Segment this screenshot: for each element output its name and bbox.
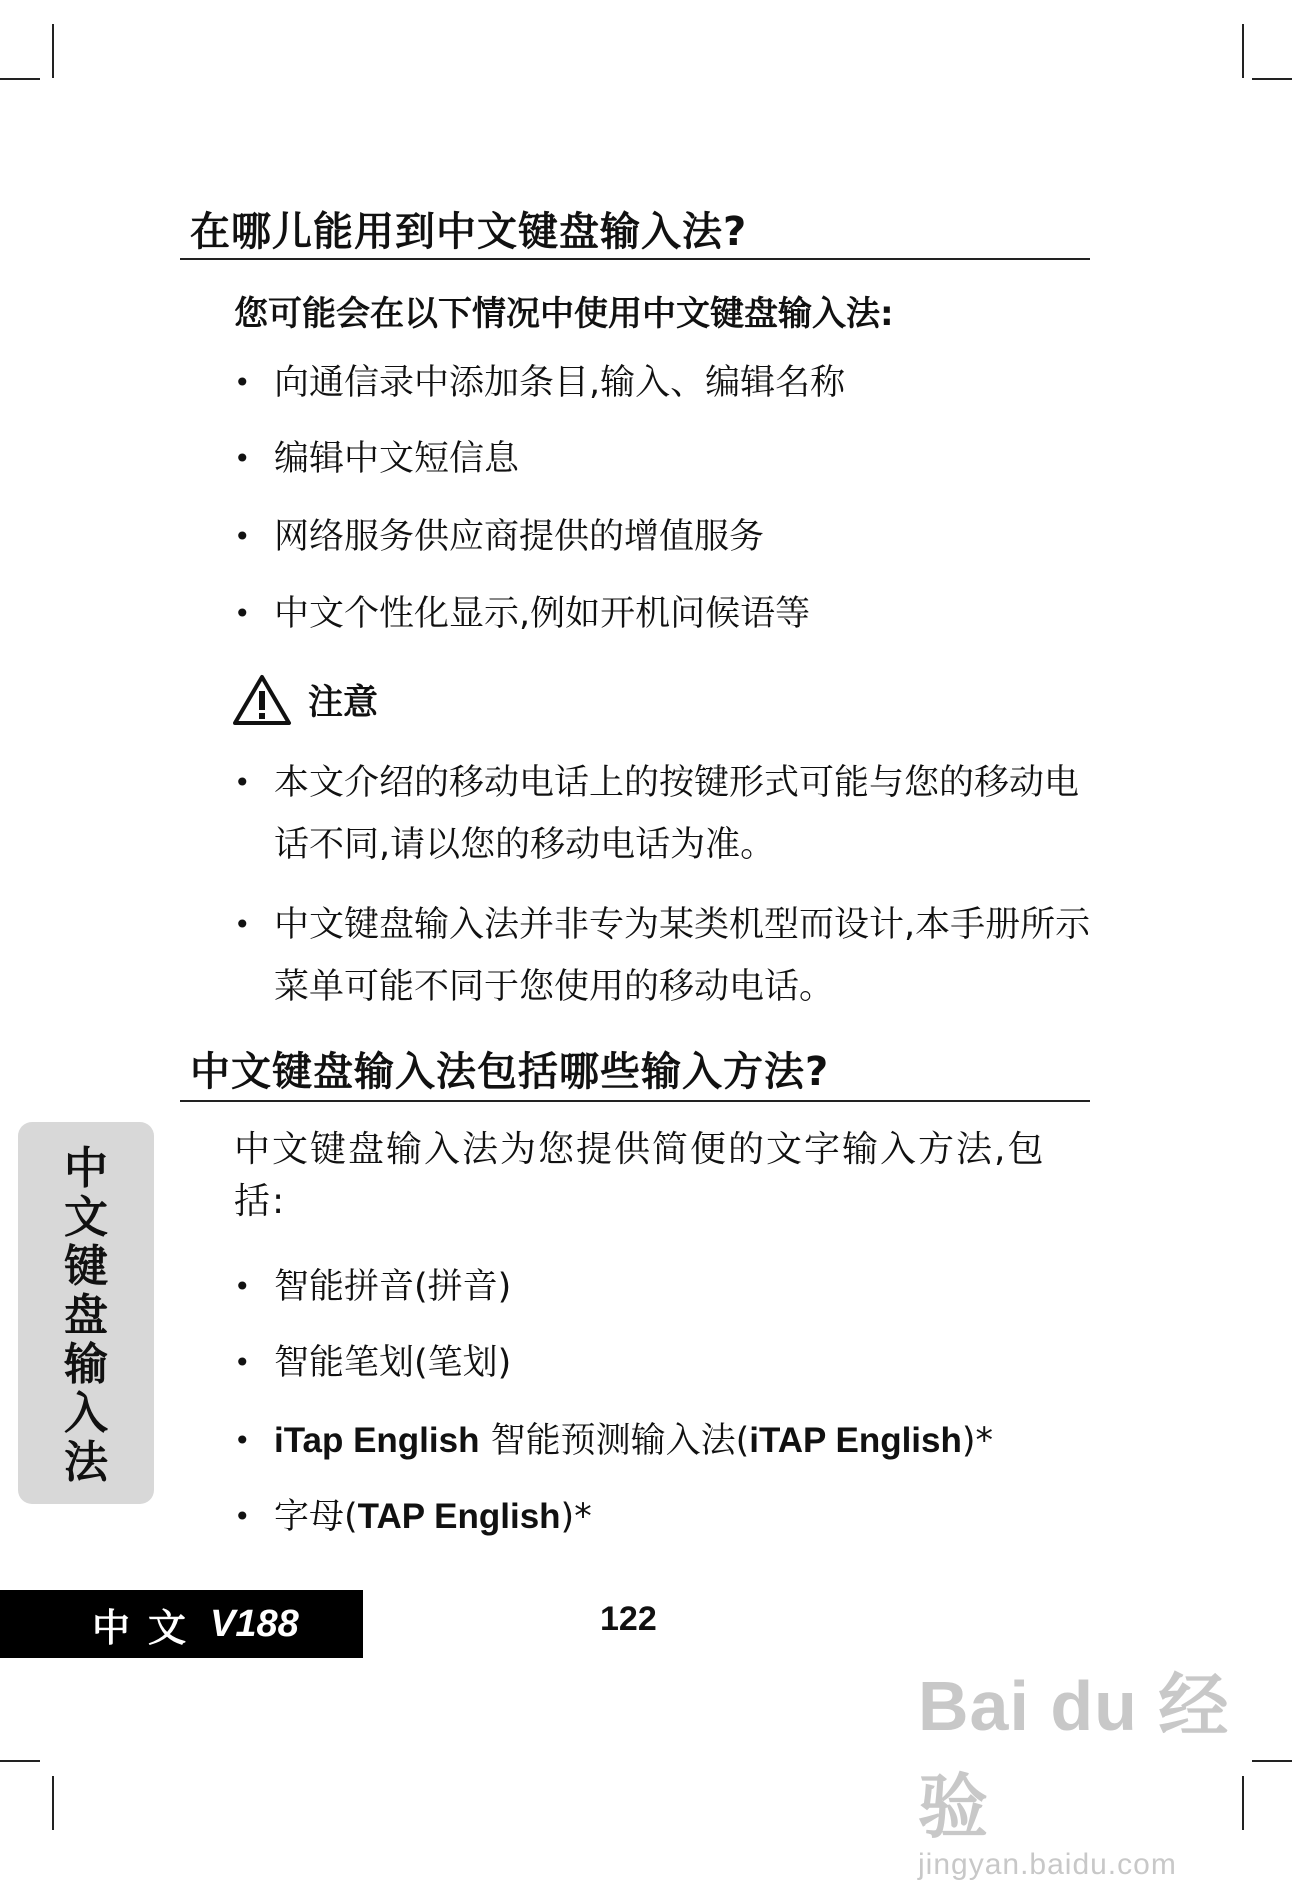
- warning-triangle-icon: [232, 674, 292, 726]
- list-item-text: 网络服务供应商提供的增值服务: [274, 517, 765, 557]
- method-name: iTap English: [274, 1421, 480, 1460]
- crop-mark: [1242, 24, 1244, 78]
- method-name: iTAP English: [749, 1421, 962, 1460]
- section-intro: 您可能会在以下情况中使用中文键盘输入法:: [234, 294, 894, 334]
- list-item: [234, 352, 1094, 414]
- list-item-text: 中文个性化显示,例如开机问候语等: [274, 594, 811, 634]
- side-tab-char: 键: [64, 1241, 108, 1292]
- bullet-icon: •: [234, 442, 251, 475]
- page-number: 122: [600, 1600, 657, 1638]
- watermark: [918, 1650, 1292, 1882]
- chapter-side-tab: [18, 1122, 154, 1504]
- side-tab-char: 盘: [64, 1290, 108, 1341]
- bullet-icon: •: [234, 908, 251, 941]
- section-divider: [180, 258, 1090, 260]
- bullet-icon: •: [234, 1346, 251, 1379]
- crop-mark: [52, 1776, 54, 1830]
- bullet-icon: •: [234, 1270, 251, 1303]
- side-tab-char: 输: [64, 1339, 108, 1390]
- method-desc: 智能预测输入法(: [479, 1421, 750, 1461]
- bullet-icon: •: [234, 766, 251, 799]
- list-item: [234, 752, 1094, 876]
- crop-mark: [0, 1760, 40, 1762]
- list-item-text: 向通信录中添加条目,输入、编辑名称: [274, 363, 846, 403]
- method-suffix: )*: [560, 1497, 592, 1537]
- footer-language: 中文: [92, 1605, 205, 1650]
- note-heading: [232, 672, 378, 728]
- crop-mark: [0, 78, 40, 80]
- list-item: [234, 583, 1094, 645]
- list-item: [234, 506, 1094, 568]
- note-label: 注意: [308, 683, 379, 723]
- side-tab-char: 文: [64, 1192, 108, 1243]
- bullet-icon: •: [234, 1500, 251, 1533]
- method-suffix: )*: [961, 1421, 994, 1461]
- list-item-text: 中文键盘输入法并非专为某类机型而设计,本手册所示菜单可能不同于您使用的移动电话。: [274, 905, 1091, 1007]
- method-name: TAP English: [357, 1497, 561, 1536]
- crop-mark: [52, 24, 54, 78]
- section-title: 中文键盘输入法包括哪些输入方法?: [190, 1049, 830, 1095]
- list-item-text: 编辑中文短信息: [274, 439, 520, 479]
- method-desc: 字母(: [274, 1497, 358, 1537]
- bullet-icon: •: [234, 520, 251, 553]
- footer-model: V188: [210, 1602, 299, 1645]
- crop-mark: [1252, 78, 1292, 80]
- list-item-text: 智能拼音(拼音): [274, 1267, 512, 1307]
- side-tab-char: 中: [64, 1143, 108, 1194]
- list-item: [234, 1486, 1094, 1548]
- list-item-text: [274, 1410, 1094, 1472]
- footer-bar: [0, 1590, 363, 1658]
- section-divider: [180, 1100, 1090, 1102]
- section-paragraph: 中文键盘输入法为您提供简便的文字输入方法,包括:: [234, 1129, 1046, 1222]
- list-item: [234, 894, 1094, 1018]
- chapter-side-tab-text: [18, 1144, 154, 1487]
- bullet-icon: •: [234, 1424, 251, 1457]
- list-item-text: [274, 1486, 1094, 1548]
- list-item: [234, 1410, 1094, 1472]
- bullet-icon: •: [234, 597, 251, 630]
- list-item-text: 本文介绍的移动电话上的按键形式可能与您的移动电话不同,请以您的移动电话为准。: [274, 763, 1080, 865]
- side-tab-char: 法: [64, 1437, 108, 1488]
- side-tab-char: 入: [64, 1388, 108, 1439]
- list-item: [234, 428, 1094, 490]
- watermark-url: jingyan.baidu.com: [918, 1848, 1177, 1881]
- watermark-brand: Bai du 经验: [918, 1667, 1230, 1846]
- bullet-icon: •: [234, 366, 251, 399]
- section-title: 在哪儿能用到中文键盘输入法?: [190, 209, 748, 255]
- list-item: [234, 1256, 1094, 1318]
- list-item: [234, 1332, 1094, 1394]
- list-item-text: 智能笔划(笔划): [274, 1343, 512, 1383]
